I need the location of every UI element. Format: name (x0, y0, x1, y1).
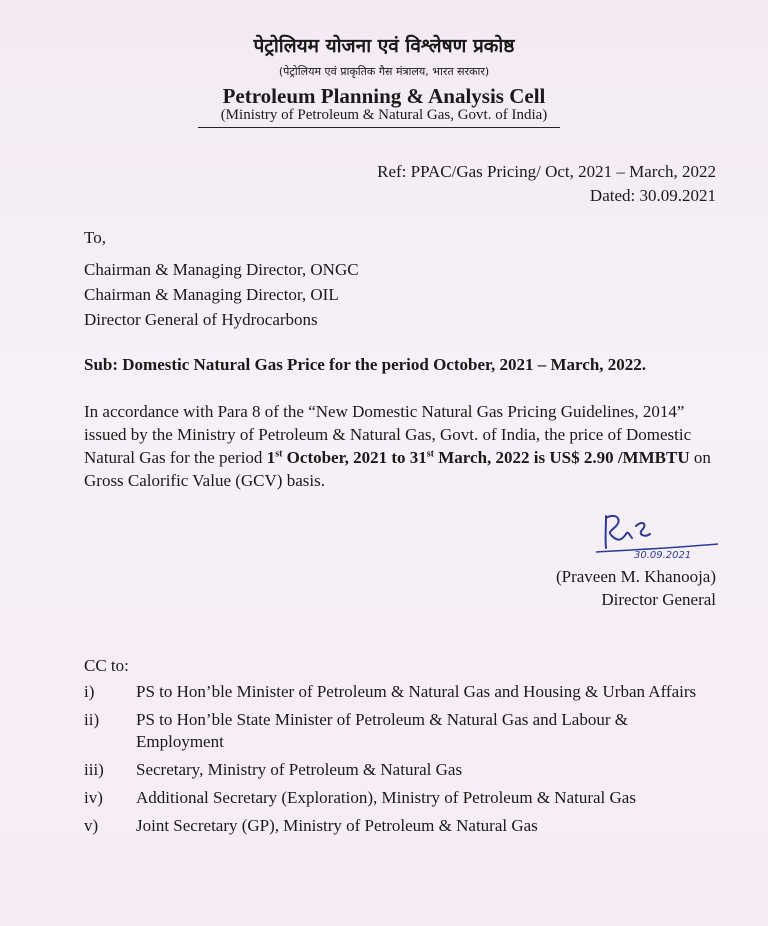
signatory-block (556, 565, 716, 611)
cc-item-number: iii) (84, 760, 104, 779)
cc-item (84, 759, 704, 781)
cc-item-number: iv) (84, 788, 103, 807)
signature-date: 30.09.2021 (634, 550, 692, 561)
cc-item (84, 709, 704, 753)
body-text: In accordance with Para 8 of the “New Domestic Natural Gas Pricing Guidelines, 2014” issued by the Ministry of Petroleum & Natural Gas, Govt. of India, the price of Domestic Natural Gas for the period (84, 402, 692, 467)
addressee: Chairman & Managing Director, OIL (84, 285, 339, 304)
letterhead-divider (198, 127, 560, 128)
cc-item-text: Additional Secretary (Exploration), Ministry of Petroleum & Natural Gas (136, 788, 636, 807)
cc-item-text: PS to Hon’ble Minister of Petroleum & Natural Gas and Housing & Urban Affairs (136, 682, 697, 701)
cc-item-text: PS to Hon’ble State Minister of Petroleum & Natural Gas and Labour & Employment (136, 710, 628, 751)
cc-label: CC to: (84, 656, 129, 675)
cc-item-text: Joint Secretary (GP), Ministry of Petroleum & Natural Gas (136, 816, 538, 835)
signatory-designation: Director General (601, 590, 716, 609)
letterhead-hindi-subtitle: (पेट्रोलियम एवं प्राकृतिक गैस मंत्रालय, भारत सरकार) (278, 65, 490, 78)
reference-block (377, 160, 716, 208)
addressee-list (84, 257, 359, 332)
cc-item (84, 681, 704, 703)
handwritten-signature (592, 506, 722, 566)
body-bold-text: 1st October, 2021 to 31st March, 2022 is US$ 2.90 /MMBTU (266, 448, 690, 467)
letterhead-hindi-title: पेट्रोलियम योजना एवं विश्लेषण प्रकोष्ठ (253, 35, 515, 57)
signatory-name: (Praveen M. Khanooja) (555, 567, 716, 586)
cc-item (84, 815, 704, 837)
cc-item (84, 787, 704, 809)
addressee: Director General of Hydrocarbons (84, 310, 318, 329)
subject-line: Sub: Domestic Natural Gas Price for the period October, 2021 – March, 2022. (84, 355, 647, 374)
cc-item-number: ii) (84, 710, 100, 729)
cc-item-number: i) (84, 682, 95, 701)
to-label: To, (84, 228, 106, 247)
letterhead-english-title: Petroleum Planning & Analysis Cell (222, 84, 546, 108)
cc-list (84, 681, 704, 843)
cc-item-text: Secretary, Ministry of Petroleum & Natural Gas (136, 760, 463, 779)
addressee: Chairman & Managing Director, ONGC (84, 260, 359, 279)
reference-number: Ref: PPAC/Gas Pricing/ Oct, 2021 – March, 2022 (377, 162, 716, 181)
body-paragraph (84, 400, 724, 492)
body-text-end: on Gross Calorific Value (GCV) basis. (84, 448, 711, 490)
reference-date: Dated: 30.09.2021 (589, 186, 716, 205)
cc-item-number: v) (84, 816, 99, 835)
letterhead-english-subtitle: (Ministry of Petroleum & Natural Gas, Govt. of India) (220, 107, 548, 123)
